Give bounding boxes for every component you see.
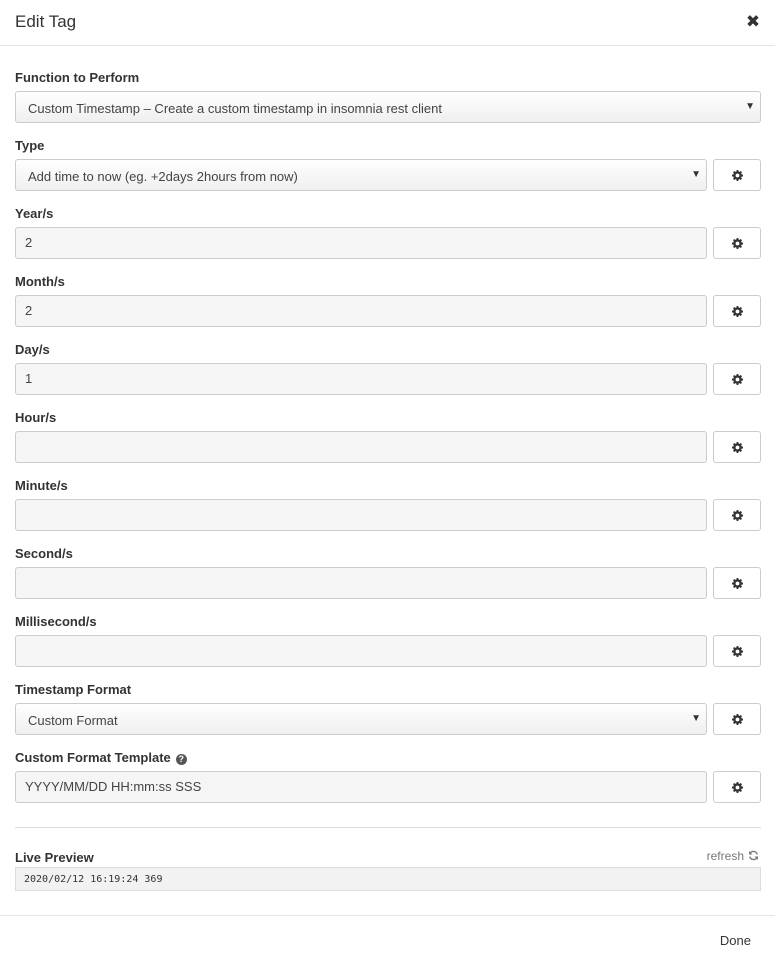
dialog-title: Edit Tag — [15, 12, 77, 31]
custom-format-template-label — [15, 750, 187, 765]
gear-icon — [732, 578, 743, 589]
hours-label: Hour/s — [15, 410, 57, 425]
question-circle-icon[interactable]: ? — [176, 754, 187, 765]
milliseconds-settings-button[interactable] — [713, 635, 761, 667]
years-label: Year/s — [15, 206, 54, 221]
milliseconds-input[interactable] — [15, 635, 707, 667]
months-input[interactable]: 2 — [15, 295, 707, 327]
gear-icon — [732, 238, 743, 249]
gear-icon — [732, 374, 743, 385]
type-settings-button[interactable] — [713, 159, 761, 191]
custom-format-template-input[interactable]: YYYY/MM/DD HH:mm:ss SSS — [15, 771, 707, 803]
timestamp-format-value: Custom Format — [28, 713, 118, 728]
months-settings-button[interactable] — [713, 295, 761, 327]
function-select[interactable] — [15, 91, 761, 123]
days-settings-button[interactable] — [713, 363, 761, 395]
caret-down-icon: ▼ — [691, 713, 701, 724]
function-select-value: Custom Timestamp – Create a custom timestamp in insomnia rest client — [28, 101, 442, 116]
gear-icon — [732, 510, 743, 521]
dialog-header — [0, 0, 775, 46]
gear-icon — [732, 442, 743, 453]
gear-icon — [732, 714, 743, 725]
seconds-input[interactable] — [15, 567, 707, 599]
custom-format-template-settings-button[interactable] — [713, 771, 761, 803]
dialog-footer — [0, 915, 775, 965]
hours-settings-button[interactable] — [713, 431, 761, 463]
refresh-button[interactable] — [707, 849, 759, 863]
type-select-value: Add time to now (eg. +2days 2hours from now) — [28, 169, 298, 184]
minutes-input[interactable] — [15, 499, 707, 531]
refresh-label: refresh — [706, 849, 744, 863]
custom-format-template-label-text: Custom Format Template — [15, 750, 171, 765]
done-button[interactable]: Done — [719, 933, 751, 948]
caret-down-icon: ▼ — [691, 169, 701, 180]
gear-icon — [732, 306, 743, 317]
days-label: Day/s — [15, 342, 50, 357]
years-input[interactable]: 2 — [15, 227, 707, 259]
live-preview-label: Live Preview — [15, 850, 94, 865]
milliseconds-label: Millisecond/s — [15, 614, 97, 629]
timestamp-format-label: Timestamp Format — [15, 682, 132, 697]
months-label: Month/s — [15, 274, 65, 289]
refresh-icon — [748, 850, 759, 861]
days-input[interactable]: 1 — [15, 363, 707, 395]
type-select[interactable] — [15, 159, 707, 191]
gear-icon — [732, 782, 743, 793]
timestamp-format-select[interactable] — [15, 703, 707, 735]
live-preview-output: 2020/02/12 16:19:24 369 — [15, 867, 761, 891]
hours-input[interactable] — [15, 431, 707, 463]
gear-icon — [732, 646, 743, 657]
minutes-label: Minute/s — [15, 478, 68, 493]
close-icon[interactable]: ✖ — [745, 12, 761, 31]
years-settings-button[interactable] — [713, 227, 761, 259]
seconds-settings-button[interactable] — [713, 567, 761, 599]
gear-icon — [732, 170, 743, 181]
minutes-settings-button[interactable] — [713, 499, 761, 531]
function-label: Function to Perform — [15, 70, 140, 85]
type-label: Type — [15, 138, 45, 153]
caret-down-icon: ▼ — [745, 101, 755, 112]
seconds-label: Second/s — [15, 546, 73, 561]
divider — [15, 827, 761, 828]
timestamp-format-settings-button[interactable] — [713, 703, 761, 735]
